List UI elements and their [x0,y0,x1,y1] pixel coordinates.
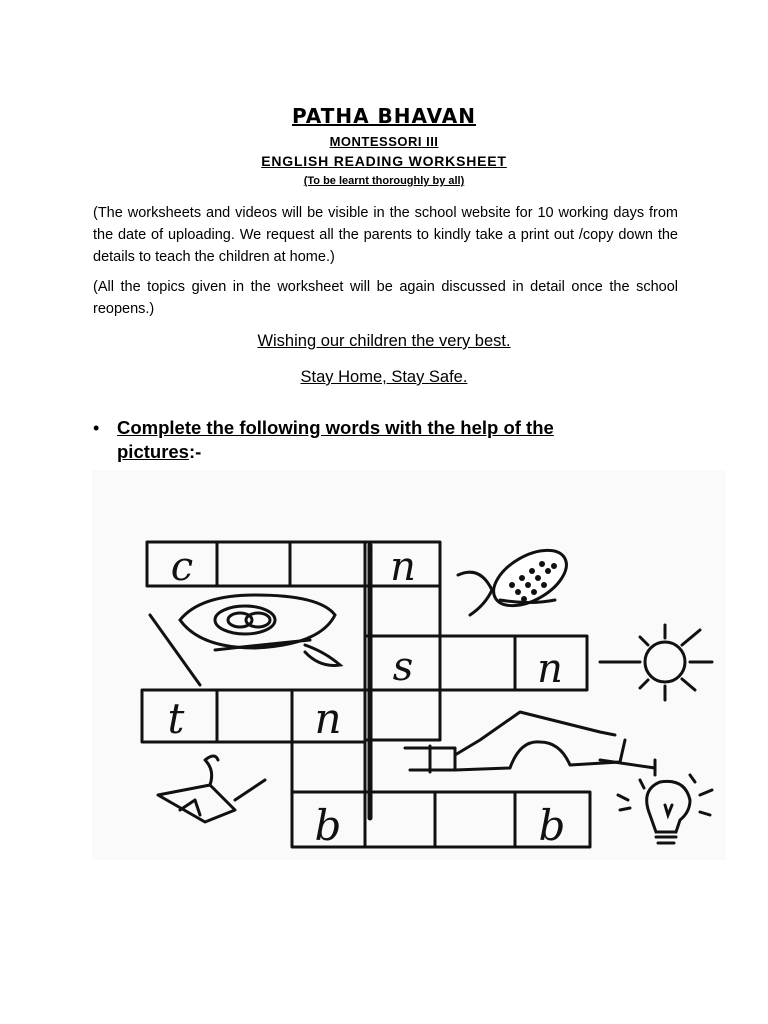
class-name: MONTESSORI III [329,134,439,149]
school-name: PATHA BHAVAN [291,104,476,128]
worksheet-note: (To be learnt thoroughly by all) [303,175,465,187]
letter-b-first: b [314,801,342,850]
task-instruction [117,416,637,464]
letter-s: s [392,644,414,690]
paragraph-discussion-notice: (All the topics given in the worksheet will be again discussed in detail once the school reopens.) [93,279,678,317]
stay-line: Stay Home, Stay Safe. [300,368,468,386]
letter-c: c [170,544,194,590]
bullet-marker: • [93,418,100,438]
task-text-part2: pictures [117,441,189,462]
task-text-part1: Complete the following words with the help of the [117,417,554,438]
task-text-suffix: :- [188,441,202,462]
letter-t: t [167,694,185,743]
paragraph-visibility-notice: (The worksheets and videos will be visible in the school website for 10 working days from the date of uploading. We request all the parents to kindly take a print out /copy down the details to teach the children at home.) [93,205,678,265]
wish-line: Wishing our children the very best. [257,332,511,350]
letter-b-last: b [538,801,566,850]
crossword-puzzle [90,465,730,865]
letter-n-sun: n [537,646,563,692]
worksheet-title: ENGLISH READING WORKSHEET [261,153,507,169]
letter-n-row3: n [314,694,342,743]
letter-n-row1: n [390,544,416,590]
